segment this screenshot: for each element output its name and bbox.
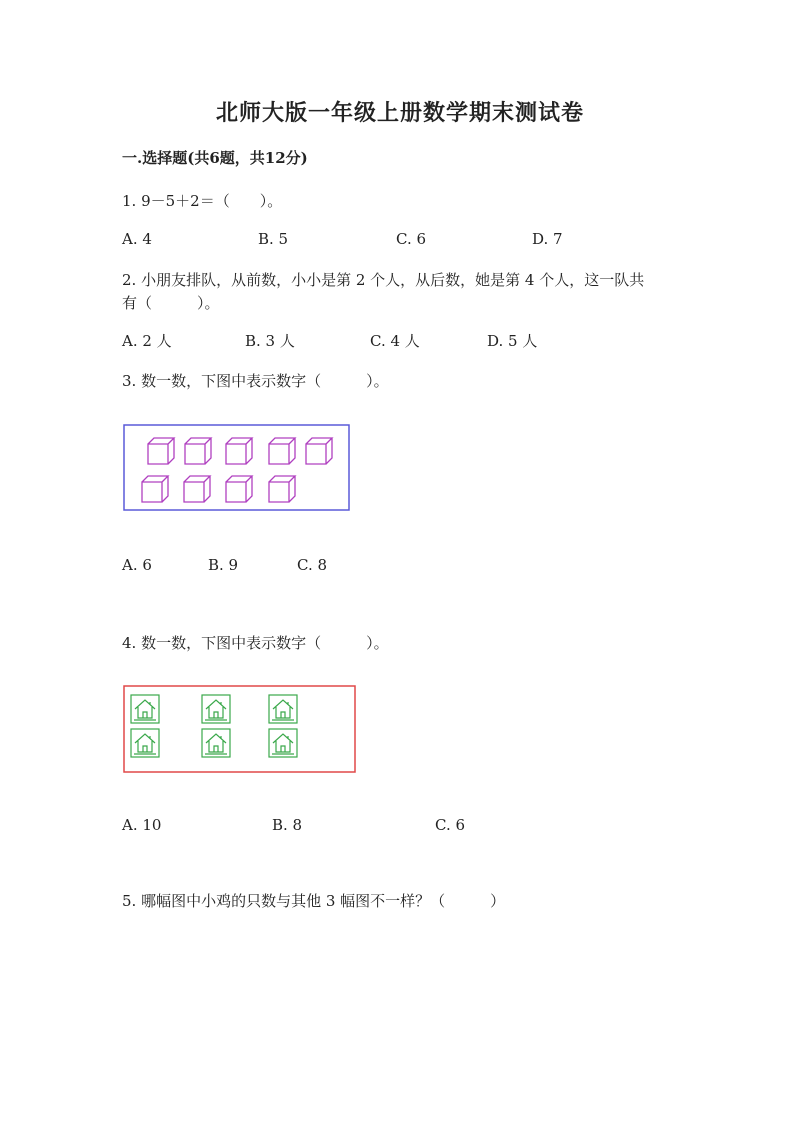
cube-icon — [185, 438, 211, 464]
question-1-text: 1. 9－5＋2＝（ ）。 — [122, 192, 283, 210]
q1-option-c: C. 6 — [396, 230, 427, 248]
houses-figure — [122, 684, 358, 776]
q1-option-a: A. 4 — [122, 230, 152, 248]
house-icon — [269, 729, 297, 757]
q3-option-a: A. 6 — [122, 556, 152, 574]
cube-icon — [306, 438, 332, 464]
question-5-text: 5. 哪幅图中小鸡的只数与其他 3 幅图不一样？（ ） — [122, 892, 506, 910]
section-heading: 一.选择题(共6题，共12分) — [122, 149, 308, 167]
q3-option-c: C. 8 — [297, 556, 328, 574]
q4-option-c: C. 6 — [435, 816, 466, 834]
house-icon — [269, 695, 297, 723]
cube-icon — [226, 476, 252, 502]
cube-icon — [142, 476, 168, 502]
q4-option-b: B. 8 — [272, 816, 303, 834]
page-title: 北师大版一年级上册数学期末测试卷 — [215, 100, 584, 126]
cube-icon — [148, 438, 174, 464]
question-2-text-line1: 2. 小朋友排队，从前数，小小是第 2 个人，从后数，她是第 4 个人，这一队共 — [122, 271, 645, 289]
q2-option-d: D. 5 人 — [487, 332, 538, 350]
q1-option-d: D. 7 — [532, 230, 563, 248]
question-3-text: 3. 数一数，下图中表示数字（ ）。 — [122, 372, 389, 390]
q3-option-b: B. 9 — [208, 556, 239, 574]
question-4-text: 4. 数一数，下图中表示数字（ ）。 — [122, 634, 389, 652]
house-icon — [202, 729, 230, 757]
q1-option-b: B. 5 — [258, 230, 289, 248]
q4-option-a: A. 10 — [122, 816, 162, 834]
cube-icon — [269, 438, 295, 464]
q2-option-a: A. 2 人 — [122, 332, 172, 350]
house-icon — [131, 729, 159, 757]
q2-option-c: C. 4 人 — [370, 332, 420, 350]
house-icon — [202, 695, 230, 723]
cube-icon — [269, 476, 295, 502]
cube-icon — [226, 438, 252, 464]
q2-option-b: B. 3 人 — [245, 332, 295, 350]
question-2-text-line2: 有（ ）。 — [122, 294, 220, 312]
house-icon — [131, 695, 159, 723]
cube-icon — [184, 476, 210, 502]
cubes-figure — [122, 423, 352, 513]
